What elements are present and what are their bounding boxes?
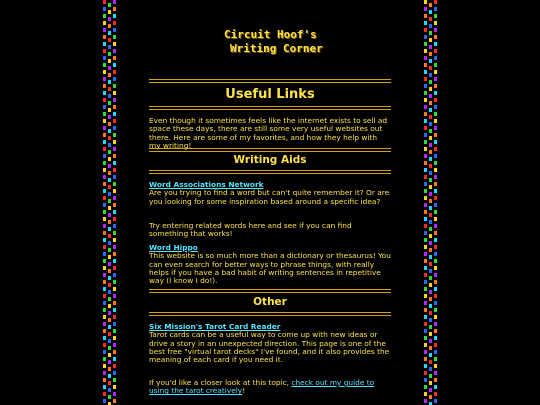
intro-paragraph: Even though it sometimes feels like the internet exists to sell ad space these days, there are still some very useful websites out there. Here are some of my favorites, and how they help with my writing! bbox=[149, 116, 388, 150]
site-logo[interactable] bbox=[224, 28, 334, 56]
footer-paragraph bbox=[149, 379, 391, 396]
word-hippo-link[interactable]: Word Hippo bbox=[149, 243, 198, 252]
section-heading-writing-aids: Writing Aids bbox=[233, 154, 307, 166]
item-description: This website is so much more than a dictionary or thesaurus! You can even search for better ways to phrase things, with really helps if you have a bad habit of writing sentences in repetitive way (I know I do!). bbox=[149, 251, 391, 286]
section-heading-other: Other bbox=[253, 296, 287, 308]
decorative-border-left bbox=[102, 0, 117, 405]
divider bbox=[149, 79, 391, 83]
tarot-reader-link[interactable]: Six Mission's Tarot Card Reader bbox=[149, 322, 281, 331]
footer-text: If you'd like a closer look at this topic, bbox=[149, 378, 292, 387]
divider bbox=[149, 289, 391, 293]
list-item bbox=[149, 323, 391, 364]
item-description: Are you trying to find a word but can't quite remember it? Or are you looking for some inspiration based around a specific idea? bbox=[149, 188, 390, 206]
divider bbox=[149, 312, 391, 316]
divider bbox=[149, 170, 391, 174]
divider bbox=[149, 148, 391, 152]
site-title-line1: Circuit Hoof's bbox=[224, 28, 317, 41]
site-title-line2: Writing Corner bbox=[230, 42, 323, 55]
word-associations-link[interactable]: Word Associations Network bbox=[149, 180, 264, 189]
decorative-border-right bbox=[423, 0, 438, 405]
list-item bbox=[149, 244, 391, 285]
divider bbox=[149, 106, 391, 110]
item-description: Try entering related words here and see if you can find something that works! bbox=[149, 221, 352, 239]
footer-text: ! bbox=[242, 386, 246, 396]
tarot-guide-link[interactable]: check out my guide to using the tarot creatively bbox=[149, 378, 375, 396]
list-item bbox=[149, 181, 391, 206]
item-description: Tarot cards can be a useful way to come up with new ideas or drive a story in an unexpected direction. This page is one of the best free "virtual tarot decks" I've found, and it also provides the meaning of each card if you need it. bbox=[149, 330, 390, 365]
page-title: Useful Links bbox=[225, 87, 315, 102]
